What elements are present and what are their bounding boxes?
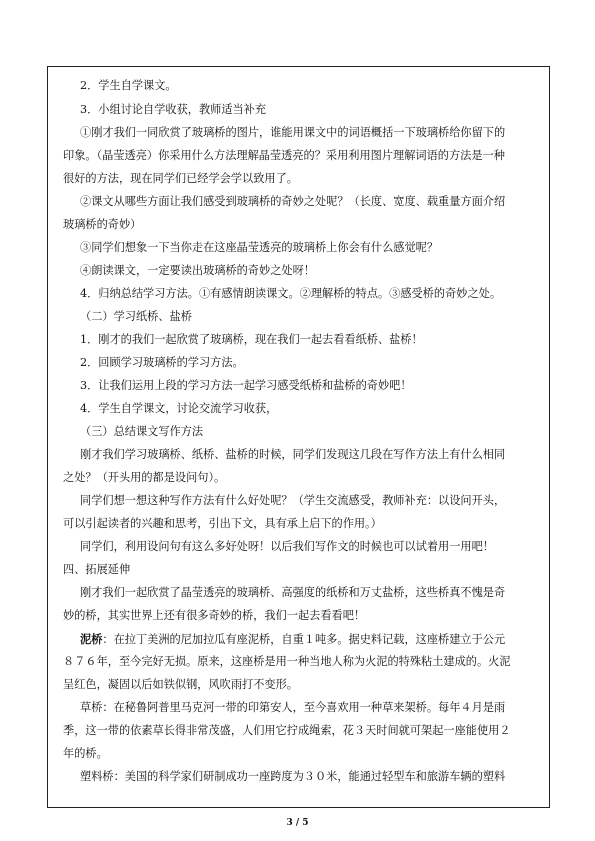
text-line: 刚才我们一起欣赏了晶莹透亮的玻璃桥、高强度的纸桥和万丈盐桥，这些桥真不愧是奇 — [80, 586, 506, 599]
text-line: 同学们，利用设问句有这么多好处呀！以后我们写作文的时候也可以试着用一用吧！ — [80, 540, 494, 553]
section-heading: 四、拓展延伸 — [63, 563, 131, 576]
text-line: 2．回顾学习玻璃桥的学习方法。 — [80, 356, 244, 369]
text-line: 1．刚才的我们一起欣赏了玻璃桥，现在我们一起去看看纸桥、盐桥！ — [80, 333, 423, 346]
text-line: ④朗读课文，一定要读出玻璃桥的奇妙之处呀！ — [80, 264, 315, 277]
page-number: 3 / 5 — [286, 818, 309, 828]
section-heading: （二）学习纸桥、盐桥 — [80, 310, 192, 323]
text-line: ８７６年，至今完好无损。原来，这座桥是用一种当地人称为火泥的特殊粘土建成的。火泥 — [63, 655, 511, 668]
text-line: 之处？（开头用的都是设问句）。 — [63, 471, 226, 484]
section-heading: （三）总结课文写作方法 — [80, 425, 204, 438]
text-line — [80, 632, 505, 647]
text-line: 呈红色，凝固以后如铁似钢，风吹雨打不变形。 — [63, 678, 298, 691]
text-line: 妙的桥，其实世界上还有很多奇妙的桥，我们一起去看看吧！ — [63, 609, 366, 622]
text-line: 3．让我们运用上段的学习方法一起学习感受纸桥和盐桥的奇妙吧！ — [80, 379, 412, 392]
text-line: 年的桥。 — [63, 747, 108, 760]
text-line: 季，这一带的依素草长得非常茂盛，人们用它拧成绳索，花３天时间就可架起一座能使用２ — [63, 724, 511, 737]
text-line: 玻璃桥的奇妙） — [63, 218, 142, 231]
text-line: 草桥：在秘鲁阿普里马克河一带的印第安人，至今喜欢用一种草来架桥。每年４月是雨 — [80, 701, 506, 714]
text-line: 可以引起读者的兴趣和思考，引出下文，具有承上启下的作用。） — [63, 517, 382, 530]
text-line: 塑料桥：美国的科学家们研制成功一座跨度为３０米，能通过轻型车和旅游车辆的塑料 — [80, 770, 506, 783]
term-label: 泥桥 — [80, 632, 103, 646]
text-line: 印象。（晶莹透亮）你采用什么方法理解晶莹透亮的？采用利用图片理解词语的方法是一种 — [63, 149, 505, 162]
text-line: 刚才我们学习玻璃桥、纸桥、盐桥的时候，同学们发现这几段在写作方法上有什么相同 — [80, 448, 506, 461]
text-line: ③同学们想象一下当你走在这座晶莹透亮的玻璃桥上你会有什么感觉呢？ — [80, 241, 439, 254]
text-line: ①刚才我们一同欣赏了玻璃桥的图片，谁能用课文中的词语概括一下玻璃桥给你留下的 — [80, 126, 506, 139]
text-span: ：在拉丁美洲的尼加拉瓜有座泥桥，自重１吨多。据史料记载，这座桥建立于公元 — [102, 633, 506, 646]
text-line: 很好的方法，现在同学们已经学会学以致用了。 — [63, 172, 298, 185]
text-line: 3．小组讨论自学收获，教师适当补充 — [80, 103, 267, 116]
text-line: 2．学生自学课文。 — [80, 79, 177, 92]
text-line: 4．归纳总结学习方法。①有感情朗读课文。②理解桥的特点。③感受桥的奇妙之处。 — [80, 287, 502, 300]
text-line: 同学们想一想这种写作方法有什么好处呢？（学生交流感受，教师补充：以设问开头， — [80, 494, 506, 507]
text-line: ②课文从哪些方面让我们感受到玻璃桥的奇妙之处呢？（长度、宽度、载重量方面介绍 — [80, 195, 506, 208]
text-line: 4．学生自学课文，讨论交流学习收获， — [80, 402, 278, 415]
